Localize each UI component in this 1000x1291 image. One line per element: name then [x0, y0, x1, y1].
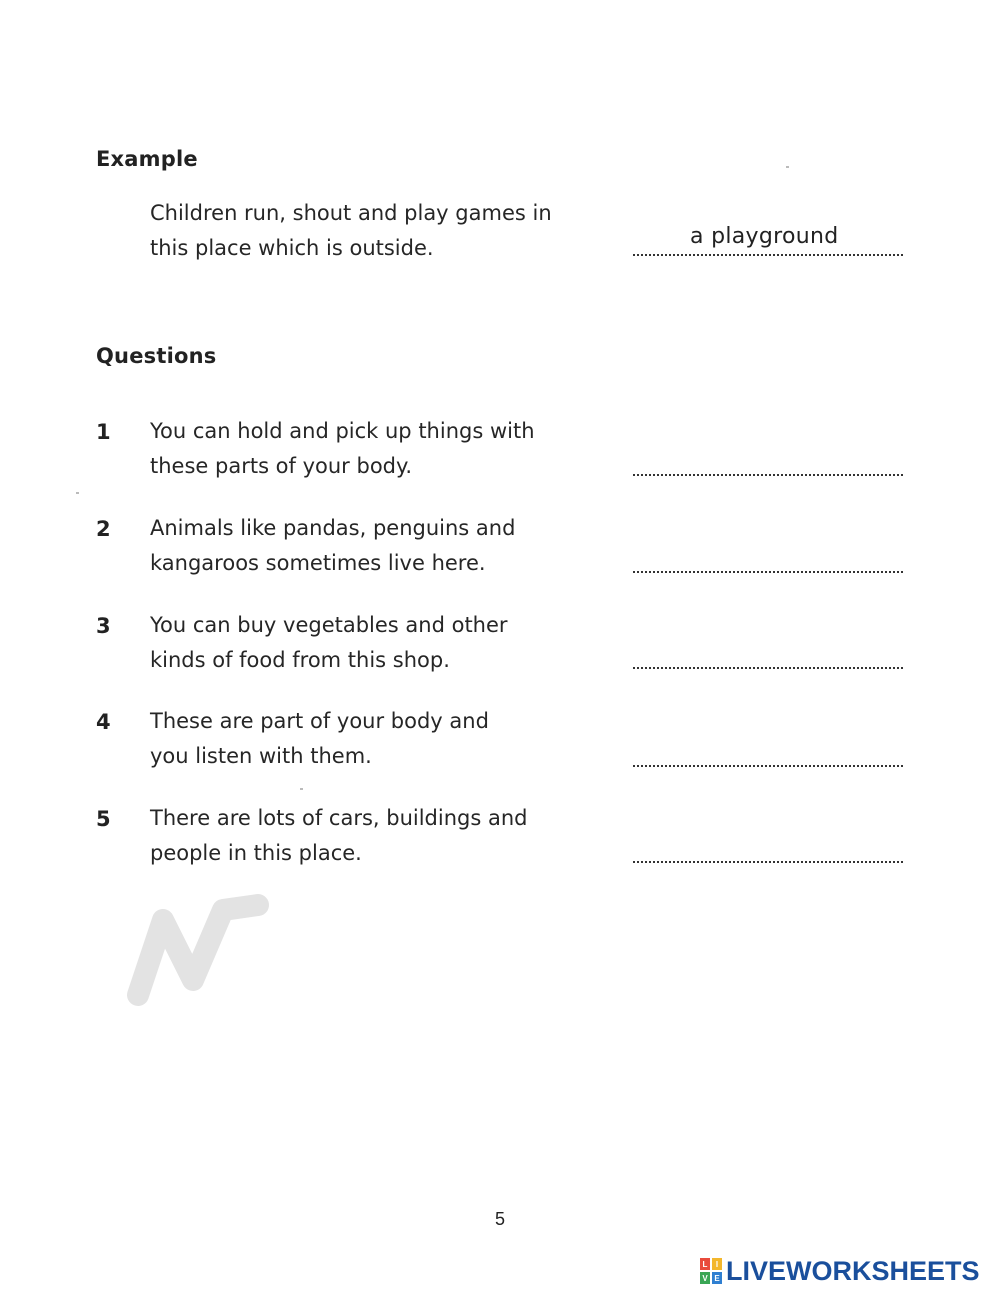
question-5-line-1: There are lots of cars, buildings and	[150, 806, 528, 830]
question-1-number: 1	[96, 420, 111, 444]
question-3-line-1: You can buy vegetables and other	[150, 613, 508, 637]
example-prompt-line-2: this place which is outside.	[150, 236, 434, 260]
example-heading: Example	[96, 147, 198, 171]
question-4-line-1: These are part of your body and	[150, 709, 489, 733]
liveworksheets-logo-icon	[700, 1258, 722, 1284]
question-4-line-2: you listen with them.	[150, 744, 372, 768]
scan-speck	[786, 166, 789, 168]
question-3-number: 3	[96, 614, 111, 638]
question-2-number: 2	[96, 517, 111, 541]
question-5-answer-field[interactable]	[633, 861, 903, 863]
question-1-prompt	[150, 414, 590, 484]
question-3-prompt	[150, 608, 590, 678]
question-3-line-2: kinds of food from this shop.	[150, 648, 450, 672]
question-2-answer-field[interactable]	[633, 571, 903, 573]
example-answer: a playground	[690, 224, 839, 249]
page-number: 5	[494, 1209, 505, 1229]
question-4-number: 4	[96, 710, 111, 734]
question-4-answer-field[interactable]	[633, 765, 903, 767]
question-5-prompt	[150, 801, 590, 871]
liveworksheets-brand-text: LIVEWORKSHEETS	[726, 1255, 980, 1286]
scan-speck	[300, 788, 303, 790]
question-1-answer-field[interactable]	[633, 474, 903, 476]
watermark-graphic	[118, 880, 358, 1010]
question-5-line-2: people in this place.	[150, 841, 362, 865]
question-4-prompt	[150, 704, 590, 774]
questions-heading: Questions	[96, 344, 217, 368]
svg-text:I: I	[715, 1260, 719, 1269]
question-2-line-1: Animals like pandas, penguins and	[150, 516, 516, 540]
question-5-number: 5	[96, 807, 111, 831]
svg-text:E: E	[714, 1274, 720, 1283]
example-answer-line	[633, 254, 903, 256]
liveworksheets-brand[interactable]	[700, 1256, 980, 1286]
svg-text:L: L	[702, 1260, 708, 1269]
question-2-line-2: kangaroos sometimes live here.	[150, 551, 486, 575]
question-2-prompt	[150, 511, 590, 581]
question-1-line-2: these parts of your body.	[150, 454, 413, 478]
svg-text:V: V	[702, 1274, 708, 1283]
example-prompt-line-1: Children run, shout and play games in	[150, 201, 552, 225]
example-prompt	[150, 196, 590, 266]
question-1-line-1: You can hold and pick up things with	[150, 419, 535, 443]
question-3-answer-field[interactable]	[633, 667, 903, 669]
scan-speck	[76, 492, 79, 494]
